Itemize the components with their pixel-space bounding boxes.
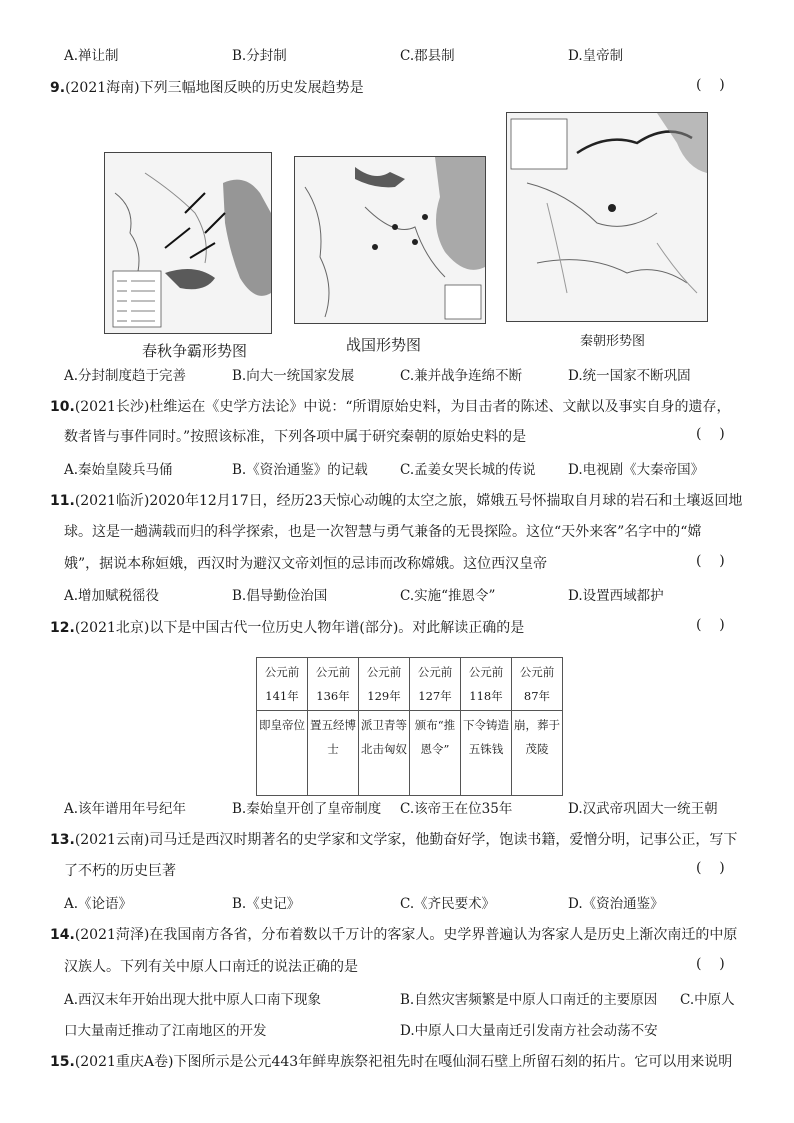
q11-option-a: A.增加赋税徭役: [64, 588, 160, 604]
warring-states-map: [294, 156, 486, 324]
q13-text-line1: (2021云南)司马迁是西汉时期著名的史学家和文学家，他勤奋好学，饱读书籍，爱憎分明，记事公正，写下: [74, 832, 738, 848]
q8-option-b: B.分封制: [232, 48, 287, 64]
warring-states-map-caption: 战国形势图: [346, 336, 422, 354]
q14-option-c-start: C.中原人: [680, 992, 735, 1008]
q11-stem-line1: [50, 490, 742, 510]
chronology-event-cell: 即皇帝位: [257, 711, 308, 796]
chronology-year-cell: 公元前118年: [461, 658, 512, 711]
q8-option-a: A.禅让制: [64, 48, 119, 64]
q9-option-b: B.向大一统国家发展: [232, 368, 355, 384]
q12-option-b: B.秦始皇开创了皇帝制度: [232, 801, 382, 817]
q11-number: 11.: [50, 493, 75, 509]
q9-option-d: D.统一国家不断巩固: [568, 368, 691, 384]
chronology-year-cell: 公元前136年: [308, 658, 359, 711]
chronology-year-cell: 公元前129年: [359, 658, 410, 711]
chronology-event-cell: 下令铸造五铢钱: [461, 711, 512, 796]
chronology-table: [256, 657, 563, 796]
spring-autumn-map-drawing: [105, 153, 271, 333]
chronology-event-cell: 置五经博士: [308, 711, 359, 796]
q15-number: 15.: [50, 1054, 75, 1070]
q10-answer-paren: ( ): [696, 426, 725, 442]
q12-answer-paren: ( ): [696, 617, 725, 633]
q13-option-b: B.《史记》: [232, 896, 301, 912]
qin-dynasty-map-caption: 秦朝形势图: [580, 334, 646, 349]
chronology-year-row: [257, 658, 563, 711]
q10-option-d: D.电视剧《大秦帝国》: [568, 462, 705, 478]
q11-option-d: D.设置西域都护: [568, 588, 664, 604]
chronology-event-row: [257, 711, 563, 796]
q12-number: 12.: [50, 620, 75, 636]
q11-stem-line3: 娥”，据说本称姮娥，西汉时为避汉文帝刘恒的忌讳而改称嫦娥。这位西汉皇帝: [64, 556, 548, 572]
chronology-year-cell: 公元前141年: [257, 658, 308, 711]
q14-answer-paren: ( ): [696, 956, 725, 972]
q9-option-c: C.兼并战争连绵不断: [400, 368, 523, 384]
q11-stem-line2: 球。这是一趟满载而归的科学探索，也是一次智慧与勇气兼备的无畏探险。这位“天外来客”名字中的“嫦: [64, 524, 702, 540]
q14-option-d: D.中原人口大量南迁引发南方社会动荡不安: [400, 1023, 658, 1039]
q13-option-c: C.《齐民要术》: [400, 896, 496, 912]
qin-dynasty-map: [506, 112, 708, 322]
chronology-event-cell: 颁布“推恩令”: [410, 711, 461, 796]
q12-option-c: C.该帝王在位35年: [400, 801, 513, 817]
spring-autumn-map: [104, 152, 272, 334]
q13-answer-paren: ( ): [696, 860, 725, 876]
q9-option-a: A.分封制度趋于完善: [64, 368, 187, 384]
q8-option-d: D.皇帝制: [568, 48, 624, 64]
q15-text: (2021重庆A卷)下图所示是公元443年鲜卑族祭祀祖先时在嘎仙洞石壁上所留石刻的拓片。它可以用来说明: [74, 1054, 733, 1070]
q12-stem: [50, 617, 524, 637]
q14-option-a: A.西汉末年开始出现大批中原人口南下现象: [64, 992, 322, 1008]
spring-autumn-map-caption: 春秋争霸形势图: [142, 342, 248, 360]
q11-option-c: C.实施“推恩令”: [400, 588, 496, 604]
chronology-year-cell: 公元前127年: [410, 658, 461, 711]
q11-text-line1: (2021临沂)2020年12月17日，经历23天惊心动魄的太空之旅，嫦娥五号怀揣取自月球的岩石和土壤返回地: [74, 493, 743, 509]
q12-option-d: D.汉武帝巩固大一统王朝: [568, 801, 718, 817]
q11-option-b: B.倡导勤俭治国: [232, 588, 328, 604]
q14-option-c-end: 口大量南迁推动了江南地区的开发: [64, 1023, 267, 1039]
q9-text: (2021海南)下列三幅地图反映的历史发展趋势是: [65, 80, 364, 96]
q15-stem: [50, 1051, 732, 1071]
q12-text: (2021北京)以下是中国古代一位历史人物年谱(部分)。对此解读正确的是: [74, 620, 525, 636]
q10-stem-line1: [50, 396, 731, 416]
q8-option-c: C.郡县制: [400, 48, 455, 64]
q13-stem-line2: 了不朽的历史巨著: [64, 863, 176, 879]
chronology-year-cell: 公元前87年: [512, 658, 563, 711]
q9-number: 9.: [50, 80, 66, 96]
q10-option-b: B.《资治通鉴》的记载: [232, 462, 368, 478]
q11-answer-paren: ( ): [696, 553, 725, 569]
q9-stem: [50, 77, 364, 97]
q14-number: 14.: [50, 927, 75, 943]
q10-option-c: C.孟姜女哭长城的传说: [400, 462, 536, 478]
chronology-event-cell: 崩，葬于茂陵: [512, 711, 563, 796]
q10-number: 10.: [50, 399, 75, 415]
warring-states-map-drawing: [295, 157, 485, 323]
q14-stem-line1: [50, 924, 737, 944]
q13-number: 13.: [50, 832, 75, 848]
q13-option-d: D.《资治通鉴》: [568, 896, 664, 912]
q14-option-b: B.自然灾害频繁是中原人口南迁的主要原因: [400, 992, 658, 1008]
q9-answer-paren: ( ): [696, 77, 725, 93]
q14-stem-line2: 汉族人。下列有关中原人口南迁的说法正确的是: [64, 959, 358, 975]
q13-stem-line1: [50, 829, 737, 849]
q13-option-a: A.《论语》: [64, 896, 133, 912]
q14-text-line1: (2021菏泽)在我国南方各省，分布着数以千万计的客家人。史学界普遍认为客家人是历史上渐次南迁的中原: [74, 927, 738, 943]
q10-text-line1: (2021长沙)杜维运在《史学方法论》中说：“所谓原始史料，为目击者的陈述、文献以及事实自身的遗存，: [74, 399, 731, 415]
chronology-event-cell: 派卫青等北击匈奴: [359, 711, 410, 796]
q10-stem-line2: 数者皆与事件同时。”按照该标准，下列各项中属于研究秦朝的原始史料的是: [64, 429, 527, 445]
qin-dynasty-map-drawing: [507, 113, 707, 321]
q10-option-a: A.秦始皇陵兵马俑: [64, 462, 173, 478]
q12-option-a: A.该年谱用年号纪年: [64, 801, 187, 817]
